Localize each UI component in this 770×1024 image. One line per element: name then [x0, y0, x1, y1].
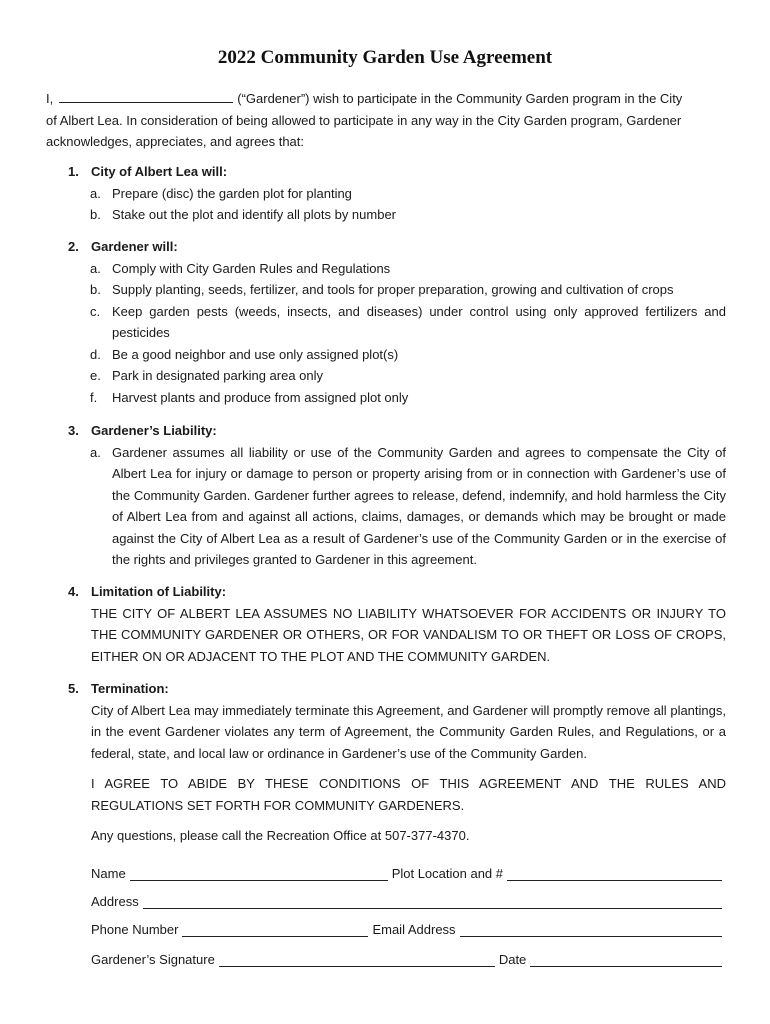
section-termination: [46, 678, 726, 847]
section-city-will: [46, 161, 726, 226]
section-gardener-will: [46, 236, 726, 408]
list-item: a. Prepare (disc) the garden plot for planting: [90, 185, 352, 201]
name-field[interactable]: [130, 866, 388, 881]
date-field[interactable]: [530, 952, 722, 967]
intro-line3: acknowledges, appreciates, and agrees that:: [46, 134, 305, 149]
section-heading: Gardener’s Liability:: [91, 423, 217, 438]
plot-label: Plot Location and #: [391, 866, 503, 881]
list-item: b. Stake out the plot and identify all plots by number: [90, 207, 397, 222]
intro-line2: of Albert Lea. In consideration of being allowed to participate in any way in the City Garden program, Gardener: [46, 112, 682, 128]
email-field[interactable]: [460, 922, 722, 937]
list-item: b. Supply planting, seeds, fertilizer, and tools for proper preparation, growing and cultivation of crops: [90, 282, 674, 297]
gardener-name-blank[interactable]: [59, 89, 233, 103]
phone-field[interactable]: [182, 922, 368, 937]
signature-label: Gardener’s Signature: [91, 952, 215, 967]
name-label: Name: [91, 866, 126, 881]
section-gardener-liability: [46, 420, 726, 571]
list-item: a. Comply with City Garden Rules and Regulations: [90, 260, 391, 276]
section-heading: Gardener will:: [91, 239, 178, 254]
email-label: Email Address: [372, 922, 456, 937]
date-label: Date: [498, 952, 527, 967]
signature-field[interactable]: [219, 952, 495, 967]
address-field[interactable]: [143, 894, 722, 909]
list-item: d. Be a good neighbor and use only assigned plot(s): [90, 346, 399, 362]
section-number: 3.: [68, 423, 79, 438]
address-label: Address: [91, 894, 139, 909]
name-plot-row: [91, 866, 726, 881]
intro-line1: (“Gardener”) wish to participate in the Community Garden program in the City: [237, 91, 683, 106]
signature-date-row: [91, 952, 726, 967]
list-item: c. Keep garden pests (weeds, insects, and diseases) under control using only approved fertilizers and pesticides: [90, 303, 726, 340]
section-limitation-of-liability: [46, 581, 726, 667]
section-heading: City of Albert Lea will:: [91, 164, 228, 179]
list-item: a. Gardener assumes all liability or use of the Community Garden and agrees to compensate the City of Albert Lea for injury or damage to person or property arising from or in connection with Gardener’s use of the Community Garden. Gardener further agrees to release, defend, indemnify, and hold harmless the City of Albert Lea from and against all actions, claims, damages, or demands which may be brought or made against the City of Albert Lea as a result of Gardener’s use of the Community Garden or in the exercise of the rights and privileges granted to Gardener in this agreement.: [90, 444, 726, 567]
section-heading: Termination:: [91, 681, 169, 696]
intro-prefix: I,: [46, 91, 54, 106]
phone-email-row: [91, 922, 726, 937]
phone-label: Phone Number: [91, 922, 179, 937]
section-heading: Limitation of Liability:: [91, 584, 227, 599]
plot-field[interactable]: [507, 866, 722, 881]
agree-statement: I AGREE TO ABIDE BY THESE CONDITIONS OF THIS AGREEMENT AND THE RULES AND REGULATIONS SET FORTH FOR COMMUNITY GARDENERS.: [91, 776, 726, 813]
section-body: City of Albert Lea may immediately terminate this Agreement, and Gardener will promptly remove all plantings, in the event Gardener violates any term of Agreement, the Community Garden Rules, and Regulations, or a federal, state, and local law or ordinance in Gardener’s use of the Community Garden.: [91, 702, 726, 761]
list-item: e. Park in designated parking area only: [90, 368, 324, 383]
questions-contact: Any questions, please call the Recreation Office at 507-377-4370.: [91, 828, 470, 843]
section-number: 2.: [68, 239, 79, 254]
list-item: f. Harvest plants and produce from assigned plot only: [90, 389, 409, 405]
section-number: 4.: [68, 584, 79, 599]
page-title: 2022 Community Garden Use Agreement: [217, 47, 553, 68]
section-number: 1.: [68, 164, 79, 179]
section-body: THE CITY OF ALBERT LEA ASSUMES NO LIABILITY WHATSOEVER FOR ACCIDENTS OR INJURY TO THE COMMUNITY GARDENER OR OTHERS, OR FOR VANDALISM TO OR THEFT OR LOSS OF CROPS, EITHER ON OR ADJACENT TO THE PLOT AND THE COMMUNITY GARDEN.: [91, 605, 726, 664]
address-row: [91, 894, 726, 909]
intro-paragraph: [46, 88, 726, 153]
section-number: 5.: [68, 681, 79, 696]
